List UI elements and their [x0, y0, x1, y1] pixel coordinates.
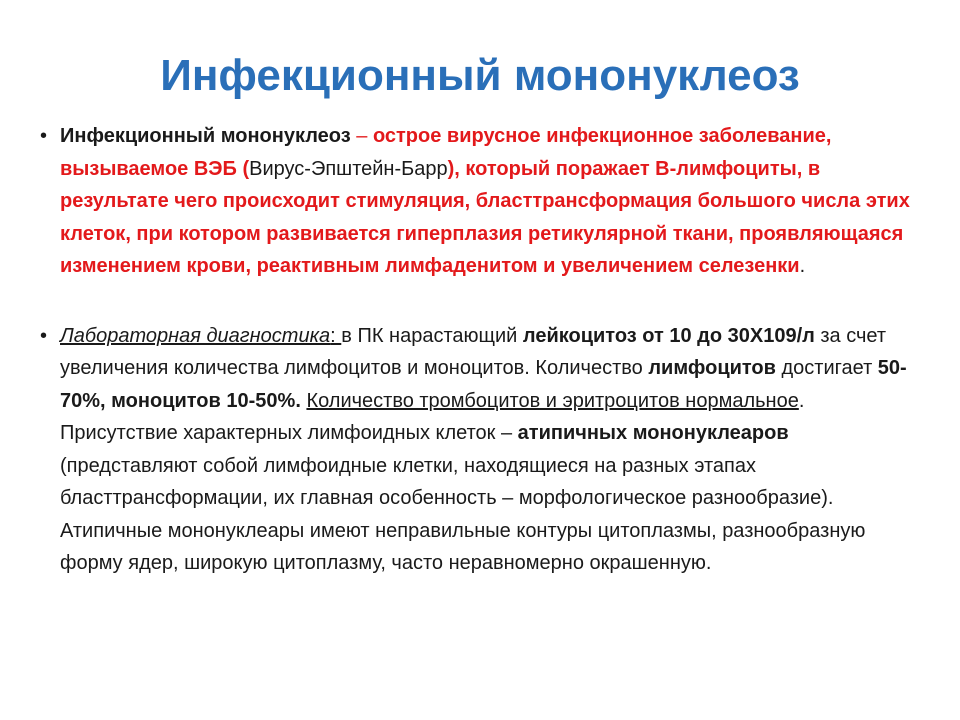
- leukocytosis-bold: лейкоцитоз от 10 до 30Х109/л: [522, 324, 815, 347]
- lab-colon: :: [330, 324, 342, 347]
- definition-text-2: ), который поражает В-лимфоциты, в результате чего происходит стимуляция, бласттрансформация большого числа этих клеток, при котором развивается гиперплазия ретикулярной ткани, проявляющаяся изменением крови, реактивным лимфаденитом и увеличением селезенки: [60, 157, 910, 277]
- definition-virus-name: Вирус-Эпштейн-Барр: [249, 157, 448, 180]
- slide-title: Инфекционный мононуклеоз: [160, 51, 800, 100]
- lab-text-2: за счет увеличения количества лимфоцитов и моноцитов. Количество: [60, 324, 887, 379]
- bullet-list: [40, 120, 920, 580]
- lab-text-5: . Присутствие характерных лимфоидных клеток –: [60, 389, 805, 444]
- definition-end: .: [799, 255, 806, 277]
- bullet-definition: [40, 120, 920, 283]
- lab-diagnostics-label: Лабораторная диагностика: [60, 324, 331, 347]
- platelets-underlined: Количество тромбоцитов и эритроцитов нормальное: [306, 389, 799, 412]
- atypical-mononuclears-bold: атипичных мононуклеаров: [517, 422, 789, 444]
- percentages-bold: 50-70%, моноцитов 10-50%.: [60, 357, 907, 412]
- bullet-icon: •: [40, 125, 48, 147]
- definition-dash: –: [350, 125, 373, 147]
- bullet-icon: •: [40, 324, 48, 347]
- lab-text-1: в ПК нарастающий: [341, 324, 523, 347]
- lab-text-3: достигает: [775, 357, 878, 379]
- lymphocytes-bold: лимфоцитов: [648, 357, 776, 379]
- definition-text-1: острое вирусное инфекционное заболевание, вызываемое ВЭБ (: [60, 125, 832, 180]
- definition-term: Инфекционный мононуклеоз: [60, 125, 351, 147]
- lab-text-6: (представляют собой лимфоидные клетки, находящиеся на разных этапах бласттрансформации, их главная особенность – морфологическое разнообразие). Атипичные мононуклеары имеют неправильные контуры цитоплазмы, разнообразную форму ядер, широкую цитоплазму, часто неравномерно окрашенную.: [60, 454, 866, 574]
- bullet-lab-diagnostics: [40, 320, 920, 580]
